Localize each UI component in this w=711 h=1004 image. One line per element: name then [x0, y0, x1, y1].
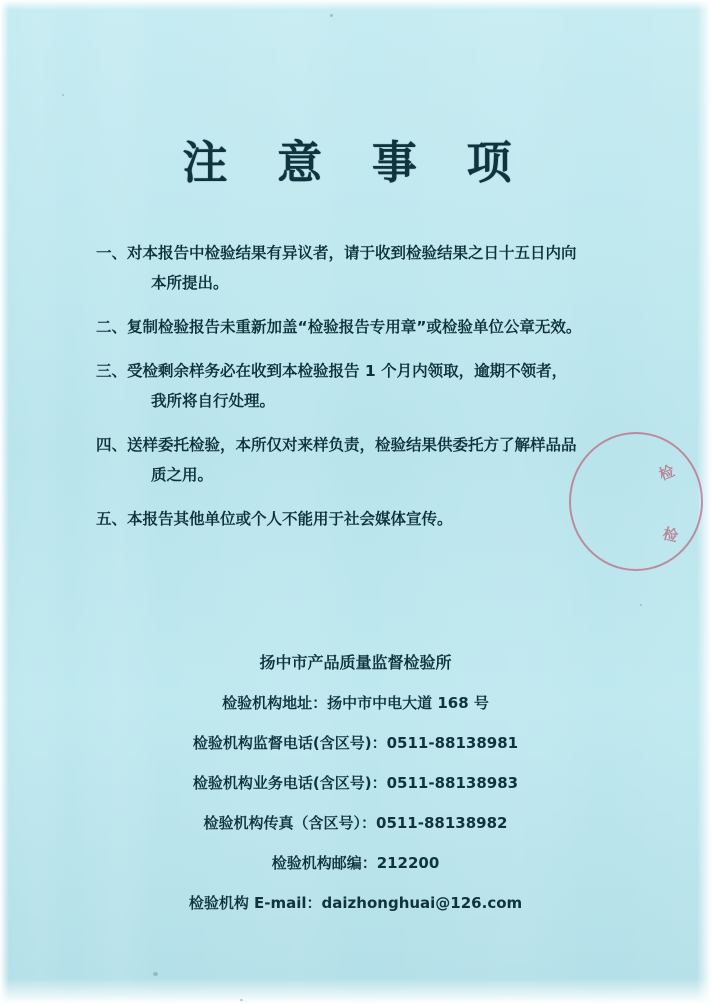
- list-item: [96, 430, 626, 490]
- list-item: [96, 504, 626, 534]
- clause-number: 二、: [96, 318, 128, 336]
- page-edge-top: [0, 0, 711, 10]
- organization-name: 扬中市产品质量监督检验所: [259, 653, 452, 672]
- clause-number: 四、: [96, 436, 128, 454]
- clause-text: [127, 430, 626, 490]
- clause-line-1: 复制检验报告未重新加盖“检验报告专用章”或检验单位公章无效。: [127, 318, 582, 336]
- scan-speckle: [330, 14, 333, 17]
- page-title: 注 意 事 项: [182, 136, 529, 189]
- scan-speckle: [62, 94, 64, 96]
- clause-number: 三、: [96, 362, 128, 380]
- issuing-organization-block: [0, 650, 711, 932]
- clause-number: 一、: [96, 244, 128, 262]
- organization-business-phone: 检验机构业务电话(含区号)：0511-88138983: [192, 774, 519, 792]
- clause-text: [127, 504, 626, 534]
- list-item: [96, 238, 626, 298]
- organization-postcode: 检验机构邮编：212200: [271, 854, 440, 872]
- page-edge-bottom: [0, 978, 711, 1004]
- clause-line-1: 对本报告中检验结果有异议者，请于收到检验结果之日十五日内向: [127, 244, 577, 262]
- notice-clause-list: [96, 238, 626, 548]
- clause-line-1: 本报告其他单位或个人不能用于社会媒体宣传。: [127, 510, 453, 528]
- clause-line-1: 受检剩余样务必在收到本检验报告 1 个月内领取，逾期不领者，: [127, 362, 568, 380]
- clause-line-1: 送样委托检验，本所仅对来样负责，检验结果供委托方了解样品品: [127, 436, 577, 454]
- clause-text: [127, 312, 626, 342]
- scan-speckle: [640, 604, 642, 606]
- list-item: [96, 356, 626, 416]
- clause-number: 五、: [96, 510, 128, 528]
- list-item: [96, 312, 626, 342]
- scan-speckle: [153, 972, 158, 976]
- clause-line-2: 质之用。: [151, 466, 214, 484]
- organization-supervision-phone: 检验机构监督电话(含区号)：0511-88138981: [192, 734, 519, 752]
- seal-glyph: 检: [656, 461, 678, 485]
- scan-speckle: [240, 999, 243, 1001]
- seal-glyph: 检: [660, 524, 680, 546]
- organization-address: 检验机构地址：扬中市中电大道 168 号: [222, 694, 489, 712]
- clause-line-2: 我所将自行处理。: [151, 392, 276, 410]
- organization-fax: 检验机构传真（含区号）：0511-88138982: [203, 814, 508, 832]
- clause-text: [127, 238, 626, 298]
- red-seal-stamp-fragment: [657, 432, 703, 567]
- organization-email: 检验机构 E-mail：daizhonghuai@126.com: [188, 894, 523, 912]
- clause-text: [127, 356, 626, 416]
- clause-line-2: 本所提出。: [151, 274, 229, 292]
